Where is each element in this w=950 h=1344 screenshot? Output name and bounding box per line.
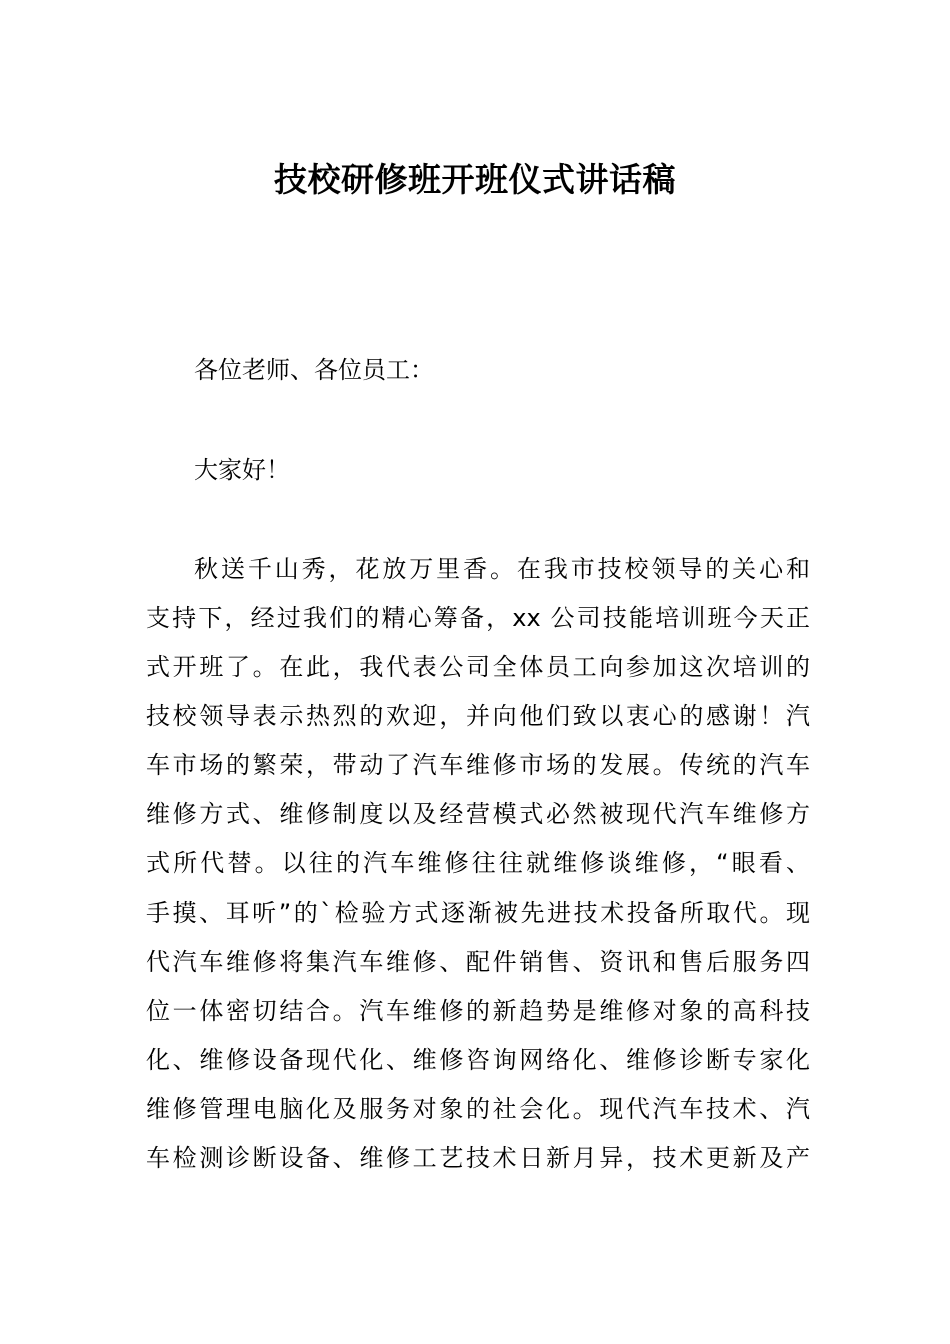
paragraph-line: 式所代替。以往的汽车维修往往就维修谈维修，“眼看、 (146, 849, 810, 877)
paragraph-line: 手摸、耳听”的`检验方式逐渐被先进技术投备所取代。现 (146, 899, 810, 927)
paragraph-line: 支持下，经过我们的精心筹备，xx 公司技能培训班今天正 (146, 604, 810, 632)
paragraph-line: 车市场的繁荣，带动了汽车维修市场的发展。传统的汽车 (146, 751, 810, 779)
paragraph-line: 维修管理电脑化及服务对象的社会化。现代汽车技术、汽 (146, 1095, 810, 1123)
document-title: 技校研修班开班仪式讲话稿 (274, 160, 676, 199)
salutation: 各位老师、各位员工： (194, 356, 434, 384)
paragraph-line: 位一体密切结合。汽车维修的新趋势是维修对象的高科技 (146, 997, 810, 1025)
paragraph-line: 秋送千山秀，花放万里香。在我市技校领导的关心和 (194, 555, 810, 583)
paragraph-line: 维修方式、维修制度以及经营模式必然被现代汽车维修方 (146, 800, 810, 828)
paragraph-line: 化、维修设备现代化、维修咨询网络化、维修诊断专家化 (146, 1046, 810, 1074)
paragraph-line: 车检测诊断设备、维修工艺技术日新月异，技术更新及产 (146, 1144, 810, 1172)
paragraph-line: 代汽车维修将集汽车维修、配件销售、资讯和售后服务四 (146, 948, 810, 976)
paragraph-line: 技校领导表示热烈的欢迎，并向他们致以衷心的感谢！汽 (146, 702, 810, 730)
greeting: 大家好！ (194, 456, 290, 484)
paragraph-line: 式开班了。在此，我代表公司全体员工向参加这次培训的 (146, 653, 810, 681)
